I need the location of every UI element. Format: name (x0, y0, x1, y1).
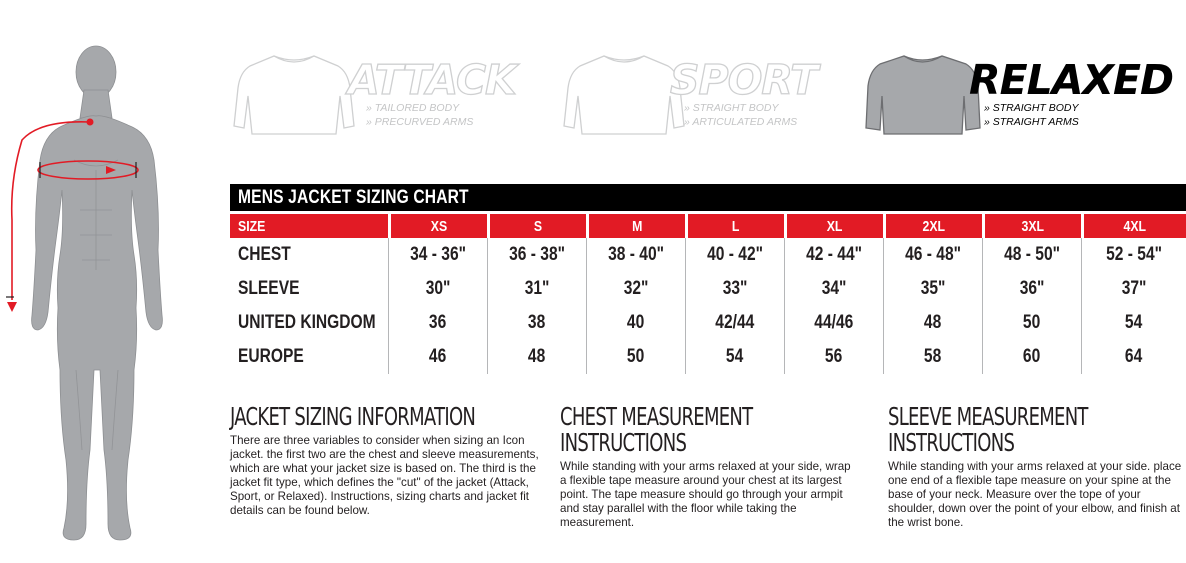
table-row (230, 238, 1186, 272)
table-row (230, 340, 1186, 374)
table-cell (982, 306, 1081, 340)
cell-value: 46 (429, 346, 447, 367)
fit-attack (230, 44, 560, 144)
fit-attack-title: ATTACK (348, 56, 516, 104)
header-cell-size (230, 214, 388, 238)
table-cell (586, 238, 685, 272)
table-cell (1081, 272, 1186, 306)
chart-title-bar (230, 184, 1186, 211)
cell-value: 52 - 54" (1106, 244, 1162, 265)
cell-value: 33" (722, 278, 748, 299)
cell-value: 34" (821, 278, 847, 299)
table-cell (883, 272, 982, 306)
cell-value: 42/44 (715, 312, 755, 333)
cell-value: 58 (924, 346, 942, 367)
header-label: XL (827, 217, 843, 235)
fit-attack-feature-1: » TAILORED BODY (366, 102, 460, 114)
row-label: CHEST (238, 244, 291, 265)
attack-jacket-icon (230, 52, 358, 138)
header-label: XS (430, 217, 448, 235)
row-label: SLEEVE (238, 278, 300, 299)
table-cell (487, 340, 586, 374)
fit-relaxed-feature-2: » STRAIGHT ARMS (984, 116, 1079, 128)
table-cell (685, 238, 784, 272)
body-measurement-figure (0, 40, 200, 555)
cell-value: 60 (1023, 346, 1041, 367)
chest-measurement-title-1: CHEST MEASUREMENT (560, 402, 753, 431)
header-label: 4XL (1123, 217, 1147, 235)
table-cell (784, 306, 883, 340)
table-cell (1081, 238, 1186, 272)
fit-relaxed-feature-1: » STRAIGHT BODY (984, 102, 1079, 114)
table-cell (388, 238, 487, 272)
header-cell (487, 214, 586, 238)
cell-value: 54 (1125, 312, 1143, 333)
sport-jacket-icon (560, 52, 688, 138)
fit-sport-feature-1: » STRAIGHT BODY (684, 102, 779, 114)
chest-measurement-title-2: INSTRUCTIONS (560, 428, 687, 457)
fit-sport-title: SPORT (670, 56, 818, 104)
header-cell (883, 214, 982, 238)
table-cell (586, 340, 685, 374)
table-cell (388, 272, 487, 306)
cell-value: 54 (726, 346, 744, 367)
header-cell (685, 214, 784, 238)
jacket-sizing-info (230, 404, 550, 518)
table-cell (982, 272, 1081, 306)
header-cell (784, 214, 883, 238)
table-cell (586, 272, 685, 306)
row-label-cell (230, 272, 388, 306)
table-cell (883, 238, 982, 272)
row-label: EUROPE (238, 346, 304, 367)
fit-sport (560, 44, 860, 144)
table-cell (685, 340, 784, 374)
cell-value: 64 (1125, 346, 1143, 367)
fit-sport-feature-2: » ARTICULATED ARMS (684, 116, 798, 128)
cell-value: 38 (528, 312, 546, 333)
header-cell (982, 214, 1081, 238)
sleeve-measurement-title-1: SLEEVE MEASUREMENT (888, 402, 1088, 431)
sleeve-measurement-text: While standing with your arms relaxed at your side. place one end of a flexible tape measure on your spine at the base of your neck. Measure over the tope of your shoulder, down over the point of your elbow, and finish at the wrist bone. (888, 460, 1182, 529)
table-cell (487, 272, 586, 306)
cell-value: 36 (429, 312, 447, 333)
chart-title: MENS JACKET SIZING CHART (238, 187, 469, 208)
cell-value: 37" (1121, 278, 1147, 299)
header-label: SIZE (238, 217, 266, 235)
header-cell (388, 214, 487, 238)
cell-value: 36 - 38" (509, 244, 565, 265)
fit-relaxed (862, 44, 1186, 144)
table-cell (784, 340, 883, 374)
table-cell (883, 306, 982, 340)
cell-value: 31" (524, 278, 550, 299)
header-label: S (533, 217, 543, 235)
table-cell (388, 306, 487, 340)
jacket-sizing-title: JACKET SIZING INFORMATION (230, 402, 476, 431)
table-cell (982, 340, 1081, 374)
table-cell (1081, 340, 1186, 374)
cell-value: 56 (825, 346, 843, 367)
cell-value: 42 - 44" (806, 244, 862, 265)
table-cell (586, 306, 685, 340)
cell-value: 50 (627, 346, 645, 367)
header-label: 2XL (922, 217, 946, 235)
cell-value: 50 (1023, 312, 1041, 333)
sleeve-measurement-info (888, 404, 1183, 530)
table-cell (982, 238, 1081, 272)
cell-value: 32" (623, 278, 649, 299)
table-cell (487, 238, 586, 272)
cell-value: 34 - 36" (410, 244, 466, 265)
table-cell (685, 272, 784, 306)
table-cell (1081, 306, 1186, 340)
cell-value: 48 - 50" (1004, 244, 1060, 265)
header-label: M (631, 217, 643, 235)
fit-relaxed-title: RELAXED (969, 56, 1174, 104)
cell-value: 40 (627, 312, 645, 333)
cell-value: 46 - 48" (905, 244, 961, 265)
row-label: UNITED KINGDOM (238, 312, 376, 333)
fit-attack-feature-2: » PRECURVED ARMS (366, 116, 474, 128)
cell-value: 48 (924, 312, 942, 333)
table-row (230, 306, 1186, 340)
cell-value: 38 - 40" (608, 244, 664, 265)
table-row (230, 272, 1186, 306)
table-cell (883, 340, 982, 374)
header-cell (1081, 214, 1186, 238)
table-cell (784, 272, 883, 306)
cell-value: 36" (1019, 278, 1045, 299)
cell-value: 44/46 (814, 312, 854, 333)
cell-value: 40 - 42" (707, 244, 763, 265)
size-table (230, 214, 1186, 374)
table-cell (685, 306, 784, 340)
header-label: 3XL (1021, 217, 1045, 235)
sleeve-measurement-title-2: INSTRUCTIONS (888, 428, 1015, 457)
jacket-sizing-text: There are three variables to consider when sizing an Icon jacket. the first two are the chest and sleeve measurements, which are what your jacket size is based on. The third is the jacket fit type, which defines the "cut" of the jacket (Attack, Sport, or Relaxed). Instructions, sizing charts and jacket fit details can be found below. (230, 434, 539, 517)
cell-value: 35" (920, 278, 946, 299)
header-cell (586, 214, 685, 238)
cell-value: 30" (425, 278, 451, 299)
table-cell (487, 306, 586, 340)
header-label: L (732, 217, 740, 235)
chest-measurement-info (560, 404, 860, 530)
table-header-row (230, 214, 1186, 238)
chest-measurement-text: While standing with your arms relaxed at your side, wrap a flexible tape measure around your chest at its largest point. The tape measure should go through your armpit and stay parallel with the floor while taking the measurement. (560, 460, 851, 529)
table-cell (784, 238, 883, 272)
table-cell (388, 340, 487, 374)
row-label-cell (230, 340, 388, 374)
cell-value: 48 (528, 346, 546, 367)
row-label-cell (230, 306, 388, 340)
row-label-cell (230, 238, 388, 272)
